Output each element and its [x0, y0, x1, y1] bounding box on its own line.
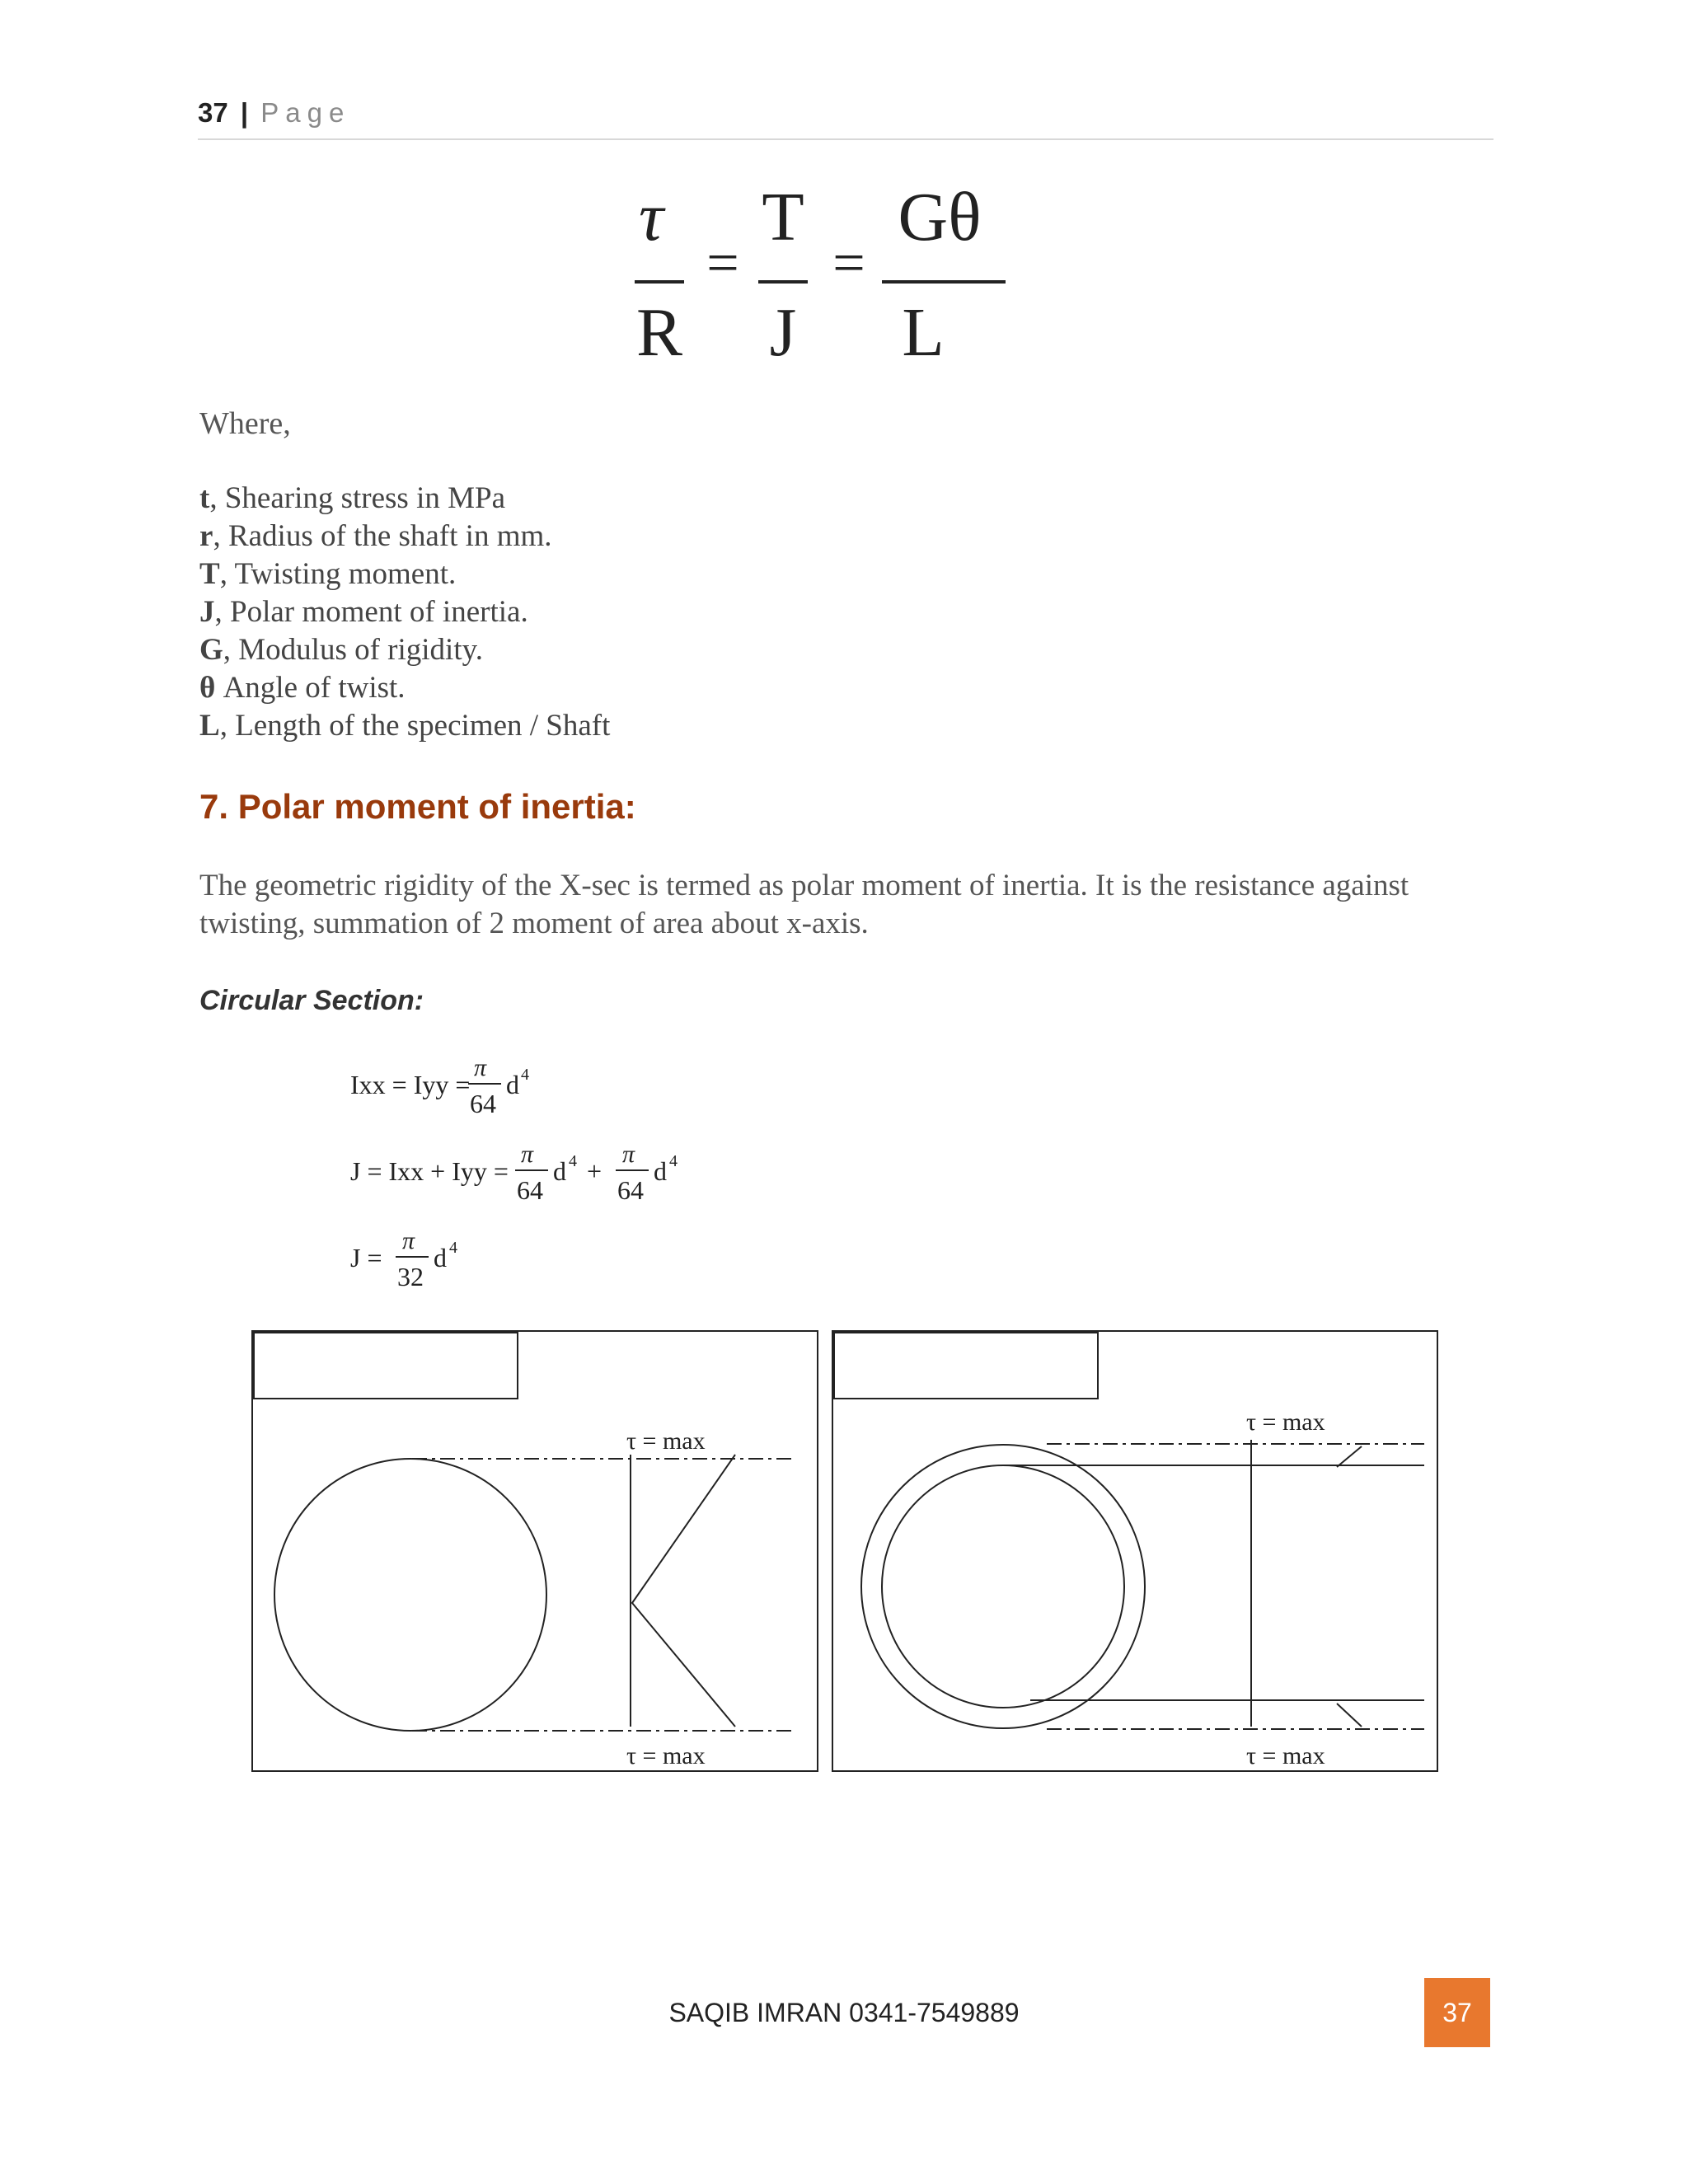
f2-den-2: 64	[617, 1175, 644, 1205]
solid-stress-profile	[632, 1455, 735, 1727]
eq-R: R	[635, 294, 683, 371]
section-paragraph: The geometric rigidity of the X-sec is termed as polar moment of inertia. It is the resistance against twisting, summation of 2 moment of area about x-axis.	[199, 869, 1409, 940]
solid-circle	[274, 1459, 546, 1731]
footer-page-number-badge	[1424, 1978, 1490, 2047]
eq-J: J	[769, 294, 797, 371]
definition-item: L, Length of the specimen / Shaft	[199, 709, 611, 743]
hollow-inner-circle	[882, 1465, 1124, 1708]
definition-item: T, Twisting moment.	[199, 557, 457, 591]
definition-item: G, Modulus of rigidity.	[199, 633, 483, 667]
section-heading: 7. Polar moment of inertia:	[199, 787, 636, 826]
f2-exp-1: 4	[569, 1152, 577, 1170]
f3-exp: 4	[449, 1239, 457, 1257]
eq-equals-2: =	[832, 232, 865, 295]
hollow-bottom-tick	[1337, 1704, 1362, 1727]
hollow-panel-frame	[832, 1331, 1437, 1771]
eq-equals-1: =	[706, 232, 739, 295]
header-page-word: Page	[260, 97, 351, 128]
polar-moment-formulas	[330, 1038, 742, 1302]
eq-T: T	[762, 179, 804, 255]
f3-den: 32	[397, 1262, 424, 1291]
where-label: Where,	[199, 406, 291, 441]
f2-d-2: d	[654, 1156, 667, 1186]
f1-exp: 4	[521, 1066, 529, 1084]
f2-pi-2: π	[622, 1141, 635, 1168]
hollow-top-label: τ = max	[1246, 1408, 1325, 1436]
definition-item: r, Radius of the shaft in mm.	[199, 519, 552, 553]
hollow-bottom-label: τ = max	[1246, 1742, 1325, 1769]
f3-lhs: J =	[350, 1243, 382, 1272]
f2-exp-2: 4	[669, 1152, 678, 1170]
solid-bottom-label: τ = max	[626, 1742, 706, 1769]
definition-item: θ Angle of twist.	[199, 671, 406, 705]
definition-item: t, Shearing stress in MPa	[199, 481, 506, 515]
hollow-outer-circle	[861, 1445, 1145, 1728]
page-header	[198, 97, 1493, 140]
definitions-list	[199, 480, 610, 745]
f3-d: d	[434, 1243, 447, 1272]
subheading-circular-section: Circular Section:	[199, 985, 424, 1016]
torsion-equation	[626, 177, 1055, 383]
f2-den-1: 64	[517, 1175, 543, 1205]
solid-panel-frame	[252, 1331, 818, 1771]
eq-G-theta: Gθ	[898, 179, 982, 255]
f2-lhs: J = Ixx + Iyy =	[350, 1156, 509, 1186]
f2-d-1: d	[553, 1156, 566, 1186]
eq-fraction-bar-3	[882, 280, 1006, 284]
header-separator: |	[240, 97, 249, 128]
f3-pi: π	[402, 1227, 415, 1254]
f1-pi: π	[474, 1054, 487, 1081]
hollow-panel-label-box	[834, 1333, 1098, 1399]
definition-item: J, Polar moment of inertia.	[199, 595, 528, 629]
eq-tau: τ	[638, 179, 664, 255]
solid-top-label: τ = max	[626, 1427, 706, 1455]
footer-author-phone: SAQIB IMRAN 0341-7549889	[668, 1998, 1020, 2027]
f1-den: 64	[470, 1089, 496, 1118]
shear-stress-distribution-figure	[247, 1323, 1442, 1776]
solid-panel-label-box	[254, 1333, 518, 1399]
footer-page-number: 37	[1442, 1997, 1472, 2027]
eq-L: L	[902, 294, 945, 371]
eq-fraction-bar-2	[758, 280, 808, 284]
f1-lhs: Ixx = Iyy =	[350, 1070, 471, 1099]
header-page-number: 37	[198, 97, 228, 128]
hollow-top-tick	[1337, 1446, 1362, 1467]
eq-fraction-bar-1	[635, 280, 684, 284]
f2-pi-1: π	[521, 1141, 534, 1168]
f1-d: d	[506, 1070, 519, 1099]
f2-plus: +	[587, 1156, 603, 1186]
